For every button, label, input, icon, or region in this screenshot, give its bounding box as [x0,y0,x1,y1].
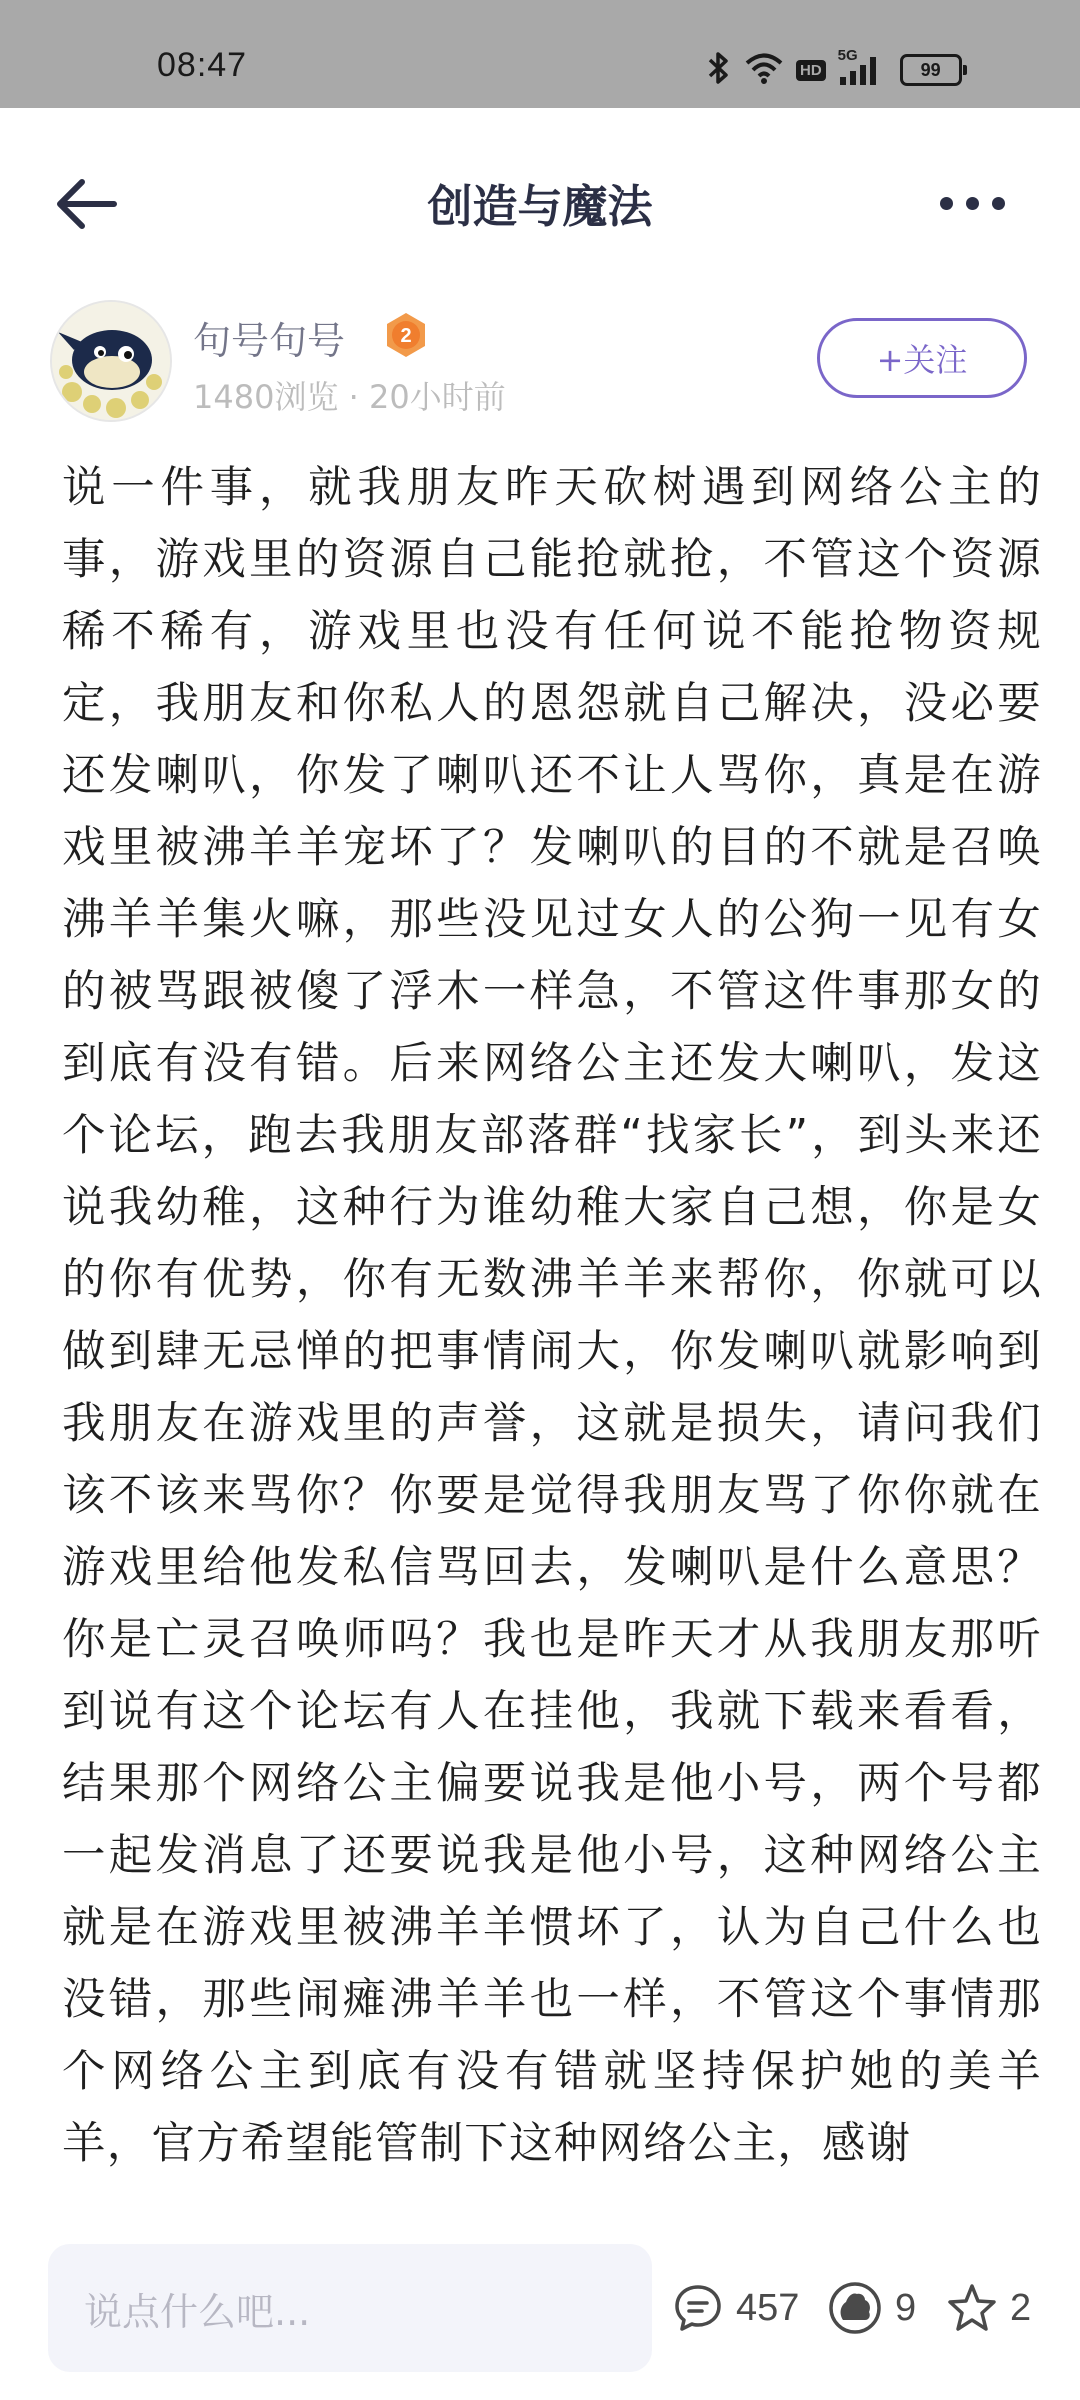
battery-icon: 99 [900,54,962,86]
bluetooth-icon [706,50,732,90]
status-bar [0,0,1080,108]
bottom-bar [0,2218,1080,2400]
signal-icon [837,47,888,87]
favorite-button[interactable] [946,2276,1031,2340]
more-button[interactable] [940,188,1010,218]
level-number: 2 [400,325,412,347]
status-time: 08:47 [157,46,248,84]
post-body: 说一件事，就我朋友昨天砍树遇到网络公主的事，游戏里的资源自己能抢就抢，不管这个资源稀不稀有，游戏里也没有任何说不能抢物资规定，我朋友和你私人的恩怨就自己解决，没必要还发喇叭，你发了喇叭还不让人骂你，真是在游戏里被沸羊羊宠坏了？发喇叭的目的不就是召唤沸羊羊集火嘛，那些没见过女人的公狗一见有女的被骂跟被傻了浮木一样急，不管这件事那女的到底有没有错。后来网络公主还发大喇叭，发这个论坛，跑去我朋友部落群“找家长”，到头来还说我幼稚，这种行为谁幼稚大家自己想，你是女的你有优势，你有无数沸羊羊来帮你，你就可以做到肆无忌惮的把事情闹大，你发喇叭就影响到我朋友在游戏里的声誉，这就是损失，请问我们该不该来骂你？你要是觉得我朋友骂了你你就在游戏里给他发私信骂回去，发喇叭是什么意思？你是亡灵召唤师吗？我也是昨天才从我朋友那听到说有这个论坛有人在挂他，我就下载来看看，结果那个网络公主偏要说我是他小号，两个号都一起发消息了还要说我是他小号，这种网络公主就是在游戏里被沸羊羊惯坏了，认为自己什么也没错，那些闹瘫沸羊羊也一样，不管这个事情那个网络公主到底有没有错就坚持保护她的美羊羊，官方希望能管制下这种网络公主，感谢 [62,463,1042,2169]
level-badge [381,310,431,360]
pufferfish-avatar-icon [52,302,170,420]
comment-count: 457 [736,2286,800,2329]
view-count: 1480浏览 [193,378,339,416]
post-time: 20小时前 [368,378,506,416]
more-dot [992,197,1005,210]
like-button[interactable] [827,2276,916,2340]
author-name[interactable]: 句号句号 [193,319,346,363]
star-icon [946,2282,998,2334]
top-nav [0,108,1080,288]
post-meta [193,372,506,418]
more-dot [966,197,979,210]
comment-button[interactable] [672,2276,799,2340]
more-dots-icon [940,197,953,210]
like-icon [827,2280,883,2336]
follow-button[interactable]: +关注 [817,318,1027,398]
level-badge-icon [381,310,431,360]
favorite-count: 2 [1010,2286,1032,2329]
like-count: 9 [895,2286,917,2329]
status-icons [706,47,962,90]
comment-icon [672,2282,724,2334]
wifi-icon [744,52,784,88]
comment-input[interactable]: 说点什么吧... [48,2244,652,2372]
page-title: 创造与魔法 [427,180,653,233]
network-label: 5G [837,47,858,64]
hd-icon: HD [796,60,826,81]
meta-separator: · [338,378,369,416]
avatar[interactable] [50,300,172,422]
